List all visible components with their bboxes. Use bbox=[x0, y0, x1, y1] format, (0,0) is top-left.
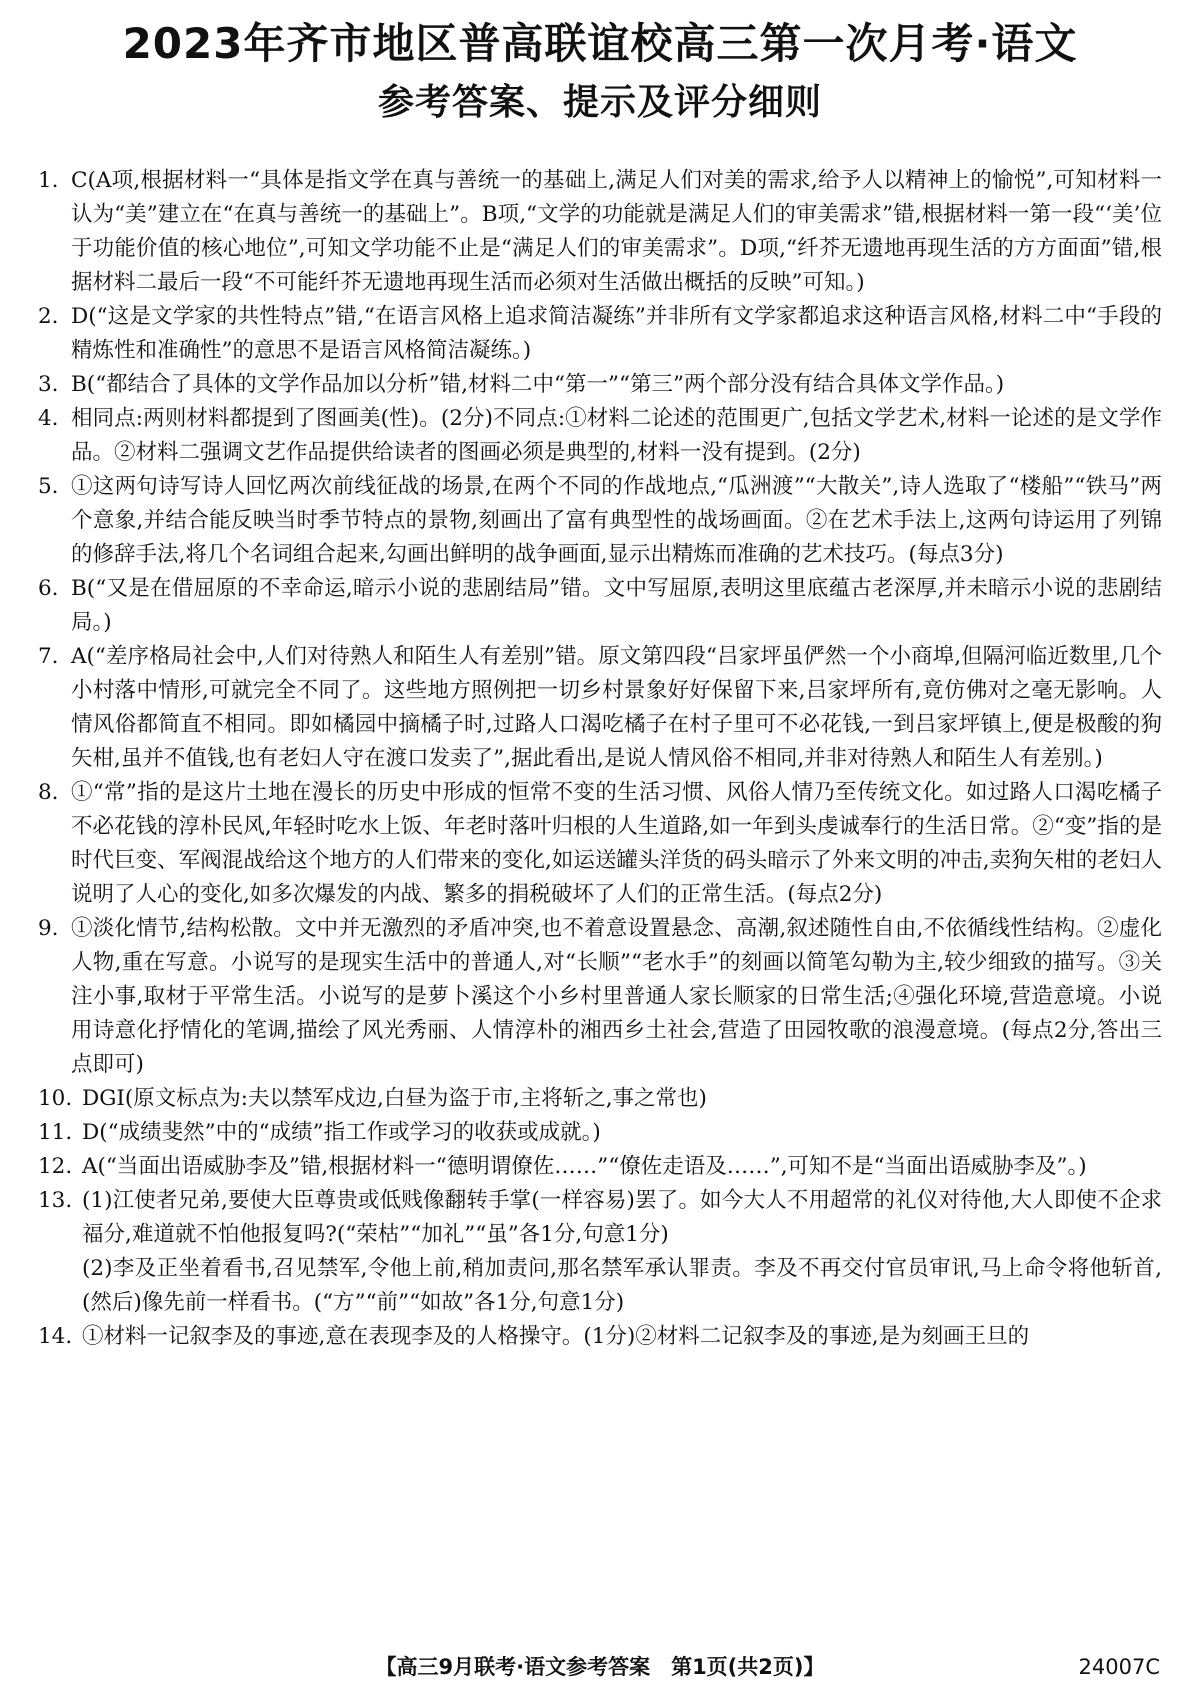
footer-page-info: 【高三9月联考·语文参考答案 第1页(共2页)】 bbox=[375, 1655, 825, 1679]
answer-item-8 bbox=[38, 776, 1162, 912]
answer-number: 5. bbox=[38, 474, 59, 499]
answer-number: 8. bbox=[38, 780, 59, 805]
answer-item-1 bbox=[38, 164, 1162, 300]
answer-item-12 bbox=[38, 1150, 1162, 1184]
answer-text: ①材料一记叙李及的事迹,意在表现李及的人格操守。(1分)②材料二记叙李及的事迹,是为刻画王旦的 bbox=[82, 1324, 1030, 1349]
footer-document-code: 24007C bbox=[1078, 1655, 1160, 1679]
answer-number: 12. bbox=[38, 1154, 73, 1179]
answer-text: D(“这是文学家的共性特点”错,“在语言风格上追求简洁凝练”并非所有文学家都追求这种语言风格,材料二中“手段的精炼性和准确性”的意思不是语言风格简洁凝练。) bbox=[71, 304, 1162, 363]
answer-item-4 bbox=[38, 402, 1162, 470]
answer-text: 相同点:两则材料都提到了图画美(性)。(2分)不同点:①材料二论述的范围更广,包括文学艺术,材料一论述的是文学作品。②材料二强调文艺作品提供给读者的图画必须是典型的,材料一没有提到。(2分) bbox=[71, 406, 1162, 465]
answer-text: B(“都结合了具体的文学作品加以分析”错,材料二中“第一”“第三”两个部分没有结合具体文学作品。) bbox=[71, 372, 1005, 397]
answer-text: ①“常”指的是这片土地在漫长的历史中形成的恒常不变的生活习惯、风俗人情乃至传统文化。如过路人口渴吃橘子不必花钱的淳朴民风,年轻时吃水上饭、年老时落叶归根的人生道路,如一年到头虔诚奉行的生活日常。②“变”指的是时代巨变、军阀混战给这个地方的人们带来的变化,如运送罐头洋货的码头暗示了外来文明的冲击,卖狗矢柑的老妇人说明了人心的变化,如多次爆发的内战、繁多的捐税破坏了人们的正常生活。(每点2分) bbox=[71, 780, 1162, 907]
answer-number: 3. bbox=[38, 372, 59, 397]
answer-item-7 bbox=[38, 640, 1162, 776]
answer-item-2 bbox=[38, 300, 1162, 368]
answer-text: D(“成绩斐然”中的“成绩”指工作或学习的收获或成就。) bbox=[82, 1120, 601, 1145]
answer-item-14 bbox=[38, 1320, 1162, 1354]
answer-text: ①这两句诗写诗人回忆两次前线征战的场景,在两个不同的作战地点,“瓜洲渡”“大散关”,诗人选取了“楼船”“铁马”两个意象,并结合能反映当时季节特点的景物,刻画出了富有典型性的战场画面。②在艺术手法上,这两句诗运用了列锦的修辞手法,将几个名词组合起来,勾画出鲜明的战争画面,显示出精炼而准确的艺术技巧。(每点3分) bbox=[71, 474, 1162, 567]
answer-subpart-1: (1)江使者兄弟,要使大臣尊贵或低贱像翻转手掌(一样容易)罢了。如今大人不用超常的礼仪对待他,大人即使不企求福分,难道就不怕他报复吗?(“荣枯”“加礼”“虽”各1分,句意1分) bbox=[82, 1188, 1162, 1247]
answer-number: 9. bbox=[38, 916, 59, 941]
answer-text: C(A项,根据材料一“具体是指文学在真与善统一的基础上,满足人们对美的需求,给予人以精神上的愉悦”,可知材料一认为“美”建立在“在真与善统一的基础上”。B项,“文学的功能就是满足人们的审美需求”错,根据材料一第一段“‘美’位于功能价值的核心地位”,可知文学功能不止是“满足人们的审美需求”。D项,“纤芥无遗地再现生活的方方面面”错,根据材料二最后一段“不可能纤芥无遗地再现生活而必须对生活做出概括的反映”可知。) bbox=[71, 168, 1162, 295]
answer-text: A(“当面出语威胁李及”错,根据材料一“德明谓僚佐……”“僚佐走语及……”,可知不是“当面出语威胁李及”。) bbox=[82, 1154, 1087, 1179]
answer-text: ①淡化情节,结构松散。文中并无激烈的矛盾冲突,也不着意设置悬念、高潮,叙述随性自由,不依循线性结构。②虚化人物,重在写意。小说写的是现实生活中的普通人,对“长顺”“老水手”的刻画以简笔勾勒为主,较少细致的描写。③关注小事,取材于平常生活。小说写的是萝卜溪这个小乡村里普通人家长顺家的日常生活;④强化环境,营造意境。小说用诗意化抒情化的笔调,描绘了风光秀丽、人情淳朴的湘西乡土社会,营造了田园牧歌的浪漫意境。(每点2分,答出三点即可) bbox=[71, 916, 1162, 1077]
answer-item-11 bbox=[38, 1116, 1162, 1150]
answer-item-10 bbox=[38, 1082, 1162, 1116]
answer-item-5 bbox=[38, 470, 1162, 572]
answer-number: 4. bbox=[38, 406, 59, 431]
answer-number: 11. bbox=[38, 1120, 73, 1145]
answer-text: A(“差序格局社会中,人们对待熟人和陌生人有差别”错。原文第四段“吕家坪虽俨然一个小商埠,但隔河临近数里,几个小村落中情形,可就完全不同了。这些地方照例把一切乡村景象好好保留下来,吕家坪所有,竟仿佛对之毫无影响。人情风俗都简直不相同。即如橘园中摘橘子时,过路人口渴吃橘子在村子里可不必花钱,一到吕家坪镇上,便是极酸的狗矢柑,虽并不值钱,也有老妇人守在渡口发卖了”,据此看出,是说人情风俗不相同,并非对待熟人和陌生人有差别。) bbox=[71, 644, 1162, 771]
answer-number: 7. bbox=[38, 644, 59, 669]
answer-item-9 bbox=[38, 912, 1162, 1082]
answer-text: B(“又是在借屈原的不幸命运,暗示小说的悲剧结局”错。文中写屈原,表明这里底蕴古老深厚,并未暗示小说的悲剧结局。) bbox=[71, 576, 1162, 635]
answer-text-block bbox=[82, 1184, 1162, 1320]
answer-text: DGI(原文标点为:夫以禁军戍边,白昼为盗于市,主将斩之,事之常也) bbox=[82, 1086, 707, 1111]
answer-subpart-2: (2)李及正坐着看书,召见禁军,令他上前,稍加责问,那名禁军承认罪责。李及不再交付官员审讯,马上命令将他斩首,(然后)像先前一样看书。(“方”“前”“如故”各1分,句意1分) bbox=[82, 1256, 1162, 1315]
answer-item-13 bbox=[38, 1184, 1162, 1320]
answer-list bbox=[38, 164, 1162, 1354]
answer-number: 6. bbox=[38, 576, 59, 601]
answer-number: 2. bbox=[38, 304, 59, 329]
document-title: 2023年齐市地区普高联谊校高三第一次月考·语文 bbox=[122, 19, 1078, 68]
answer-item-3 bbox=[38, 368, 1162, 402]
answer-number: 13. bbox=[38, 1188, 73, 1213]
document-subtitle: 参考答案、提示及评分细则 bbox=[377, 82, 822, 123]
answer-number: 10. bbox=[38, 1086, 73, 1111]
page-footer bbox=[0, 1650, 1200, 1684]
answer-number: 1. bbox=[38, 168, 59, 193]
answer-number: 14. bbox=[38, 1324, 73, 1349]
answer-item-6 bbox=[38, 572, 1162, 640]
